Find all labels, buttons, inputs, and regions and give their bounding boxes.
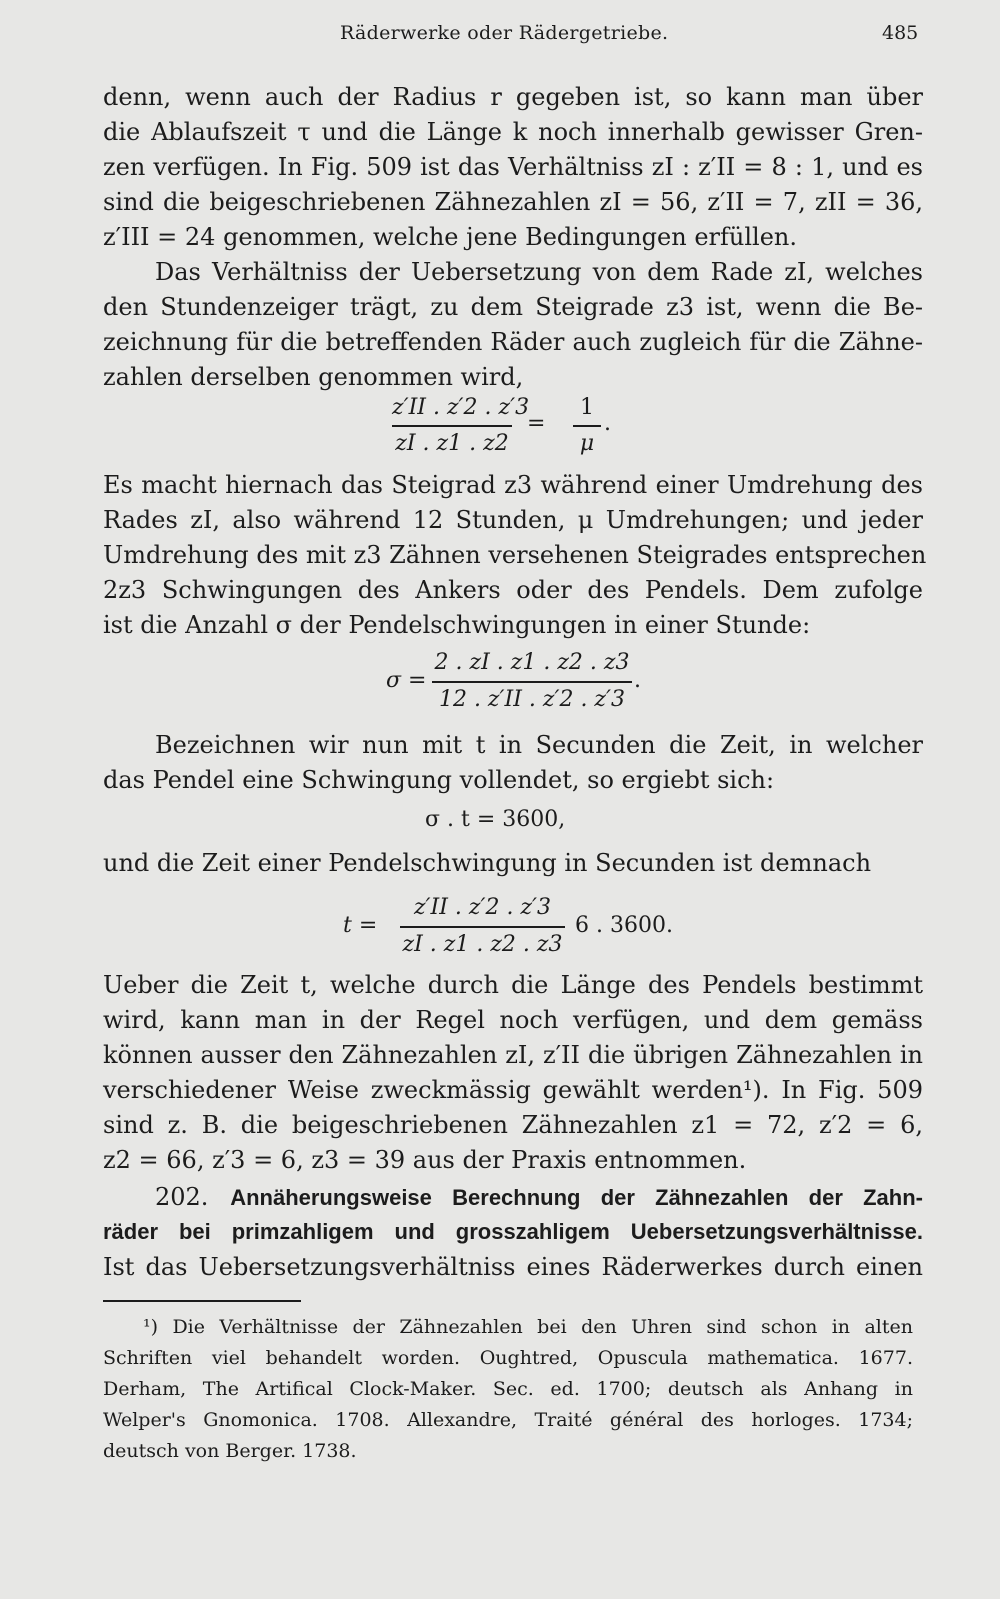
- footnote-divider: [103, 1300, 301, 1302]
- text-line: verschiedener Weise zweckmässig gewählt werden¹). In Fig. 509: [103, 1076, 923, 1104]
- text-line: zeichnung für die betreffenden Räder auch zugleich für die Zähne-: [103, 328, 923, 356]
- text-line: Rades zI, also während 12 Stunden, μ Umdrehungen; und jeder: [103, 506, 923, 534]
- fraction-bar: [400, 926, 565, 928]
- section-heading: [103, 1180, 923, 1214]
- equals-sign: =: [527, 411, 546, 436]
- text-line: Bezeichnen wir nun mit t in Secunden die Zeit, in welcher: [155, 731, 923, 759]
- formula-lhs: σ =: [386, 668, 427, 693]
- period: .: [634, 668, 641, 693]
- fraction: [573, 393, 601, 456]
- text-line: ist die Anzahl σ der Pendelschwingungen in einer Stunde:: [103, 611, 811, 639]
- text-line: 2z3 Schwingungen des Ankers oder des Pendels. Dem zufolge: [103, 576, 923, 604]
- text-line: wird, kann man in der Regel noch verfügen, und dem gemäss: [103, 1006, 923, 1034]
- text-line: Das Verhältniss der Uebersetzung von dem Rade zI, welches: [155, 258, 923, 286]
- period: .: [604, 411, 611, 436]
- text-line: z2 = 66, z′3 = 6, z3 = 39 aus der Praxis entnommen.: [103, 1146, 747, 1174]
- text-line: den Stundenzeiger trägt, zu dem Steigrade z3 ist, wenn die Be-: [103, 293, 923, 321]
- fraction: [392, 393, 530, 456]
- footnote-line: Derham, The Artifical Clock-Maker. Sec. ed. 1700; deutsch als Anhang in: [103, 1378, 913, 1400]
- text-line: können ausser den Zähnezahlen zI, z′II die übrigen Zähnezahlen in: [103, 1041, 923, 1069]
- fraction: [432, 648, 632, 712]
- fraction-bar: [573, 425, 601, 427]
- section-title: Annäherungsweise Berechnung der Zähnezahlen der Zahn-: [230, 1185, 923, 1210]
- fraction-bar: [432, 681, 632, 683]
- numerator: z′II . z′2 . z′3: [392, 395, 530, 420]
- text-line: Ueber die Zeit t, welche durch die Länge des Pendels bestimmt: [103, 971, 923, 999]
- text-line: Umdrehung des mit z3 Zähnen versehenen Steigrades entsprechen: [103, 541, 927, 569]
- text-line: sind die beigeschriebenen Zähnezahlen zI = 56, z′II = 7, zII = 36,: [103, 188, 923, 216]
- text-line: das Pendel eine Schwingung vollendet, so ergiebt sich:: [103, 766, 775, 794]
- section-number: 202.: [155, 1183, 209, 1211]
- text-line: Es macht hiernach das Steigrad z3 während einer Umdrehung des: [103, 471, 923, 499]
- footnote-line: Schriften viel behandelt worden. Oughtred, Opuscula mathematica. 1677.: [103, 1347, 913, 1369]
- text-line: zahlen derselben genommen wird,: [103, 363, 524, 391]
- formula-sigma-t: σ . t = 3600,: [425, 807, 566, 832]
- text-line: Ist das Uebersetzungsverhältniss eines Räderwerkes durch einen: [103, 1253, 923, 1281]
- denominator: μ: [579, 431, 595, 456]
- formula-rhs: 6 . 3600.: [575, 913, 673, 938]
- text-line: zen verfügen. In Fig. 509 ist das Verhältniss zI : z′II = 8 : 1, und es: [103, 153, 923, 181]
- text-line: die Ablaufszeit τ und die Länge k noch innerhalb gewisser Gren-: [103, 118, 923, 146]
- text-line: sind z. B. die beigeschriebenen Zähnezahlen z1 = 72, z′2 = 6,: [103, 1111, 923, 1139]
- text-line: denn, wenn auch der Radius r gegeben ist, so kann man über: [103, 83, 923, 111]
- running-title: Räderwerke oder Rädergetriebe.: [340, 22, 669, 44]
- denominator: zI . z1 . z2 . z3: [402, 932, 563, 957]
- footnote-line: deutsch von Berger. 1738.: [103, 1440, 357, 1462]
- formula-lhs: t =: [343, 913, 378, 938]
- fraction-bar: [392, 425, 512, 427]
- numerator: 1: [580, 395, 594, 420]
- denominator: zI . z1 . z2: [395, 431, 509, 456]
- footnote-line: Welper's Gnomonica. 1708. Allexandre, Traité général des horloges. 1734;: [103, 1409, 913, 1431]
- numerator: 2 . zI . z1 . z2 . z3: [434, 650, 630, 675]
- footnote-line: ¹) Die Verhältnisse der Zähnezahlen bei den Uhren sind schon in alten: [143, 1316, 913, 1338]
- section-heading: [103, 1215, 923, 1249]
- denominator: 12 . z′II . z′2 . z′3: [438, 687, 626, 712]
- running-header: [0, 20, 1000, 50]
- numerator: z′II . z′2 . z′3: [413, 895, 552, 920]
- text-line: z′III = 24 genommen, welche jene Bedingungen erfüllen.: [103, 223, 797, 251]
- text-line: und die Zeit einer Pendelschwingung in Secunden ist demnach: [103, 849, 872, 877]
- section-title-cont: räder bei primzahligem und grosszahligem Uebersetzungsverhältnisse.: [103, 1219, 923, 1244]
- fraction: [400, 893, 565, 957]
- page-number: 485: [882, 22, 919, 44]
